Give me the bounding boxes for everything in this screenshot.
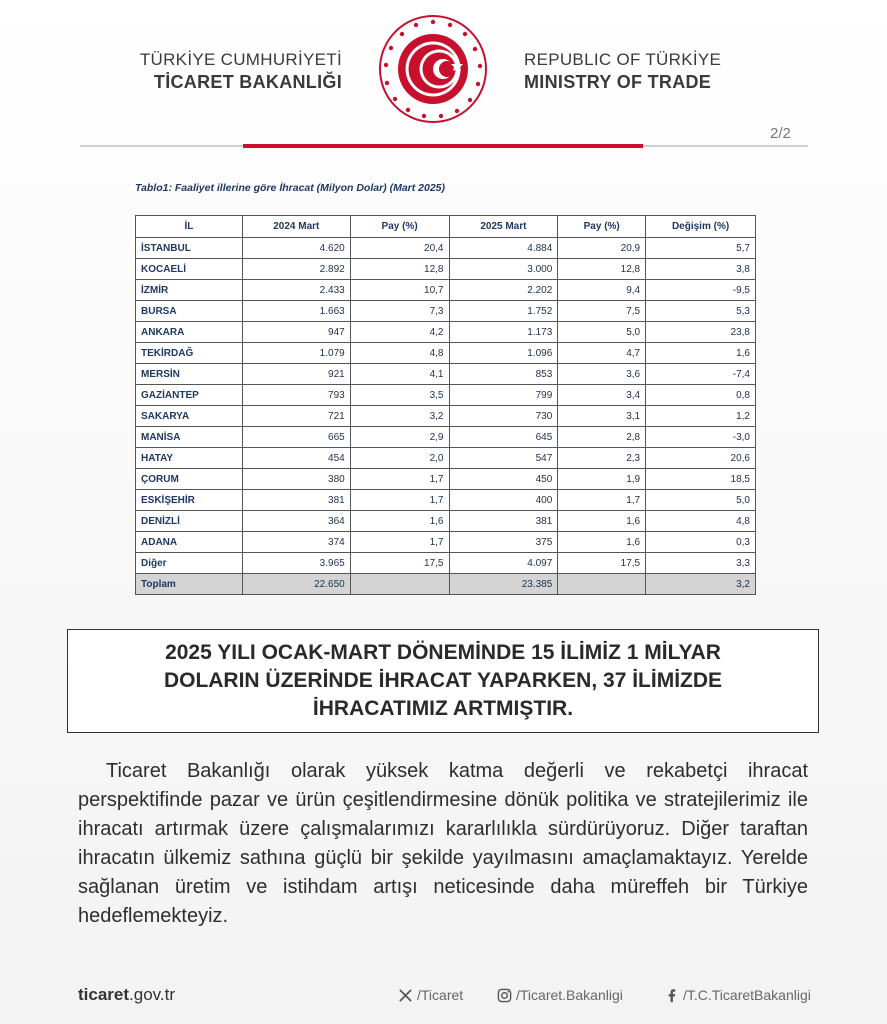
province-cell: Toplam <box>136 574 243 595</box>
table-header-cell: 2025 Mart <box>449 216 558 238</box>
table-cell: 1,6 <box>646 343 756 364</box>
headline-line3: İHRACATIMIZ ARTMIŞTIR. <box>312 697 574 720</box>
table-row <box>136 553 756 574</box>
table-cell: 1.173 <box>449 322 558 343</box>
facebook-icon <box>664 988 679 1003</box>
table-cell: 4,8 <box>350 343 449 364</box>
table-cell: 17,5 <box>558 553 646 574</box>
province-cell: Diğer <box>136 553 243 574</box>
table-row <box>136 532 756 553</box>
footer-facebook-link[interactable] <box>664 987 811 1003</box>
table-cell: 364 <box>242 511 350 532</box>
table-cell: -3,0 <box>646 427 756 448</box>
table-row <box>136 301 756 322</box>
table-cell: 20,4 <box>350 238 449 259</box>
table-cell: 3,2 <box>350 406 449 427</box>
table-cell: 450 <box>449 469 558 490</box>
table-row <box>136 490 756 511</box>
ministry-seal-logo <box>377 13 489 125</box>
table-cell: 1.663 <box>242 301 350 322</box>
table-cell: 10,7 <box>350 280 449 301</box>
footer-x-link[interactable] <box>398 987 463 1003</box>
table-row <box>136 406 756 427</box>
table-row <box>136 469 756 490</box>
table-cell: 1,7 <box>350 532 449 553</box>
table-cell: 2.892 <box>242 259 350 280</box>
table-cell: 947 <box>242 322 350 343</box>
table-cell: 5,0 <box>646 490 756 511</box>
table-cell: -7,4 <box>646 364 756 385</box>
table-cell: 3.000 <box>449 259 558 280</box>
table-cell: 4,8 <box>646 511 756 532</box>
table-cell: 381 <box>242 490 350 511</box>
table-cell: 7,5 <box>558 301 646 322</box>
footer-site-rest: .gov.tr <box>129 985 176 1004</box>
province-cell: ADANA <box>136 532 243 553</box>
header-right-line1: REPUBLIC OF TÜRKİYE <box>524 50 722 69</box>
table-cell: 18,5 <box>646 469 756 490</box>
table-cell: 1,7 <box>350 469 449 490</box>
table-header-cell: Pay (%) <box>558 216 646 238</box>
header-right-line2: MINISTRY OF TRADE <box>524 72 712 92</box>
table-cell: 921 <box>242 364 350 385</box>
province-cell: ESKİŞEHİR <box>136 490 243 511</box>
table-total-row <box>136 574 756 595</box>
province-cell: MERSİN <box>136 364 243 385</box>
table-cell: 23,8 <box>646 322 756 343</box>
table-caption: Tablo1: Faaliyet illerine göre İhracat (Milyon Dolar) (Mart 2025) <box>135 182 446 194</box>
table-cell: 645 <box>449 427 558 448</box>
table-cell: 1,2 <box>646 406 756 427</box>
table-cell: 0,3 <box>646 532 756 553</box>
table-cell: 7,3 <box>350 301 449 322</box>
province-cell: HATAY <box>136 448 243 469</box>
table-row <box>136 385 756 406</box>
table-cell: 375 <box>449 532 558 553</box>
header-left <box>120 49 342 93</box>
table-cell: 5,0 <box>558 322 646 343</box>
header-divider-accent <box>243 144 643 148</box>
table-cell: 381 <box>449 511 558 532</box>
headline <box>164 639 722 723</box>
table-cell: 1.079 <box>242 343 350 364</box>
table-cell: 4.097 <box>449 553 558 574</box>
table-cell: 3,8 <box>646 259 756 280</box>
table-cell: 853 <box>449 364 558 385</box>
x-logo-icon <box>398 988 413 1003</box>
footer-site-bold: ticaret <box>78 985 130 1004</box>
province-cell: GAZİANTEP <box>136 385 243 406</box>
table-cell: 4,2 <box>350 322 449 343</box>
table-cell: 3,5 <box>350 385 449 406</box>
table-cell: 730 <box>449 406 558 427</box>
table-cell: 5,7 <box>646 238 756 259</box>
table-cell: 2,0 <box>350 448 449 469</box>
table-cell: 1,7 <box>350 490 449 511</box>
table-cell: 721 <box>242 406 350 427</box>
table-cell <box>558 574 646 595</box>
table-cell: 3,4 <box>558 385 646 406</box>
table-header-cell: Değişim (%) <box>646 216 756 238</box>
table-cell: 1,6 <box>558 532 646 553</box>
table-cell: 799 <box>449 385 558 406</box>
table-cell: 20,9 <box>558 238 646 259</box>
table-cell <box>350 574 449 595</box>
province-cell: DENİZLİ <box>136 511 243 532</box>
province-cell: TEKİRDAĞ <box>136 343 243 364</box>
table-cell: 9,4 <box>558 280 646 301</box>
table-header-cell: 2024 Mart <box>242 216 350 238</box>
table-body <box>136 238 756 595</box>
table-header-row <box>136 216 756 238</box>
province-cell: ANKARA <box>136 322 243 343</box>
table-cell: 2,8 <box>558 427 646 448</box>
table-cell: 2.202 <box>449 280 558 301</box>
table-cell: 17,5 <box>350 553 449 574</box>
table-cell: 23.385 <box>449 574 558 595</box>
table-cell: 374 <box>242 532 350 553</box>
table-cell: 1,6 <box>350 511 449 532</box>
footer-website-link[interactable] <box>78 985 175 1005</box>
table-row <box>136 343 756 364</box>
table-cell: 400 <box>449 490 558 511</box>
table-row <box>136 322 756 343</box>
table-cell: 1.096 <box>449 343 558 364</box>
table-row <box>136 427 756 448</box>
table-cell: 3,2 <box>646 574 756 595</box>
table-cell: 3,3 <box>646 553 756 574</box>
table-row <box>136 280 756 301</box>
table-cell: 665 <box>242 427 350 448</box>
table-cell: 380 <box>242 469 350 490</box>
table-cell: 22.650 <box>242 574 350 595</box>
table-row <box>136 511 756 532</box>
table-cell: 4.620 <box>242 238 350 259</box>
table-cell: 0,8 <box>646 385 756 406</box>
province-cell: MANİSA <box>136 427 243 448</box>
export-table <box>135 215 756 595</box>
headline-box <box>67 629 819 733</box>
table-cell: 3,6 <box>558 364 646 385</box>
table-cell: 20,6 <box>646 448 756 469</box>
table-cell: 5,3 <box>646 301 756 322</box>
headline-line1: 2025 YILI OCAK-MART DÖNEMİNDE 15 İLİMİZ 1 MİLYAR <box>165 641 721 664</box>
table-cell: 793 <box>242 385 350 406</box>
province-cell: SAKARYA <box>136 406 243 427</box>
footer-instagram-handle: /Ticaret.Bakanligi <box>516 987 623 1003</box>
table-row <box>136 259 756 280</box>
table-row <box>136 238 756 259</box>
province-cell: İZMİR <box>136 280 243 301</box>
table-cell: 12,8 <box>350 259 449 280</box>
header-right <box>524 49 784 93</box>
table-row <box>136 364 756 385</box>
province-cell: KOCAELİ <box>136 259 243 280</box>
table-cell: 547 <box>449 448 558 469</box>
table-header-cell: Pay (%) <box>350 216 449 238</box>
footer-instagram-link[interactable] <box>497 987 623 1003</box>
table-cell: 2,9 <box>350 427 449 448</box>
header-left-line2: TİCARET BAKANLIĞI <box>153 72 342 92</box>
table-row <box>136 448 756 469</box>
page-number: 2/2 <box>770 125 791 142</box>
footer-x-handle: /Ticaret <box>417 987 464 1003</box>
province-cell: BURSA <box>136 301 243 322</box>
table-header-cell: İL <box>136 216 243 238</box>
table-cell: 2.433 <box>242 280 350 301</box>
province-cell: ÇORUM <box>136 469 243 490</box>
table-cell: -9,5 <box>646 280 756 301</box>
table-cell: 3,1 <box>558 406 646 427</box>
province-cell: İSTANBUL <box>136 238 243 259</box>
table-cell: 1,9 <box>558 469 646 490</box>
headline-line2: DOLARIN ÜZERİNDE İHRACAT YAPARKEN, 37 İLİMİZDE <box>163 669 723 692</box>
instagram-icon <box>497 988 512 1003</box>
footer-facebook-handle: /T.C.TicaretBakanligi <box>683 987 811 1003</box>
table-cell: 4,7 <box>558 343 646 364</box>
table-cell: 2,3 <box>558 448 646 469</box>
body-paragraph: Ticaret Bakanlığı olarak yüksek katma değerli ve rekabetçi ihracat perspektifinde pazar ve ürün çeşitlendirmesine dönük politika ve stratejilerimiz ile ihracatı artırmak üzere çalışmalarımızı kararlılıkla sürdürüyoruz. Diğer taraftan ihracatın ülkemiz sathına güçlü bir şekilde yayılmasını amaçlamaktayız. Yerelde sağlanan üretim ve istihdam artışı neticesinde daha müreffeh bir Türkiye hedeflemekteyiz. <box>78 760 808 927</box>
table-cell: 1.752 <box>449 301 558 322</box>
table-cell: 1,6 <box>558 511 646 532</box>
table-cell: 4,1 <box>350 364 449 385</box>
table-cell: 3.965 <box>242 553 350 574</box>
table-cell: 4.884 <box>449 238 558 259</box>
table-cell: 1,7 <box>558 490 646 511</box>
table-cell: 12,8 <box>558 259 646 280</box>
header-left-line1: TÜRKİYE CUMHURİYETİ <box>139 50 342 69</box>
table-cell: 454 <box>242 448 350 469</box>
